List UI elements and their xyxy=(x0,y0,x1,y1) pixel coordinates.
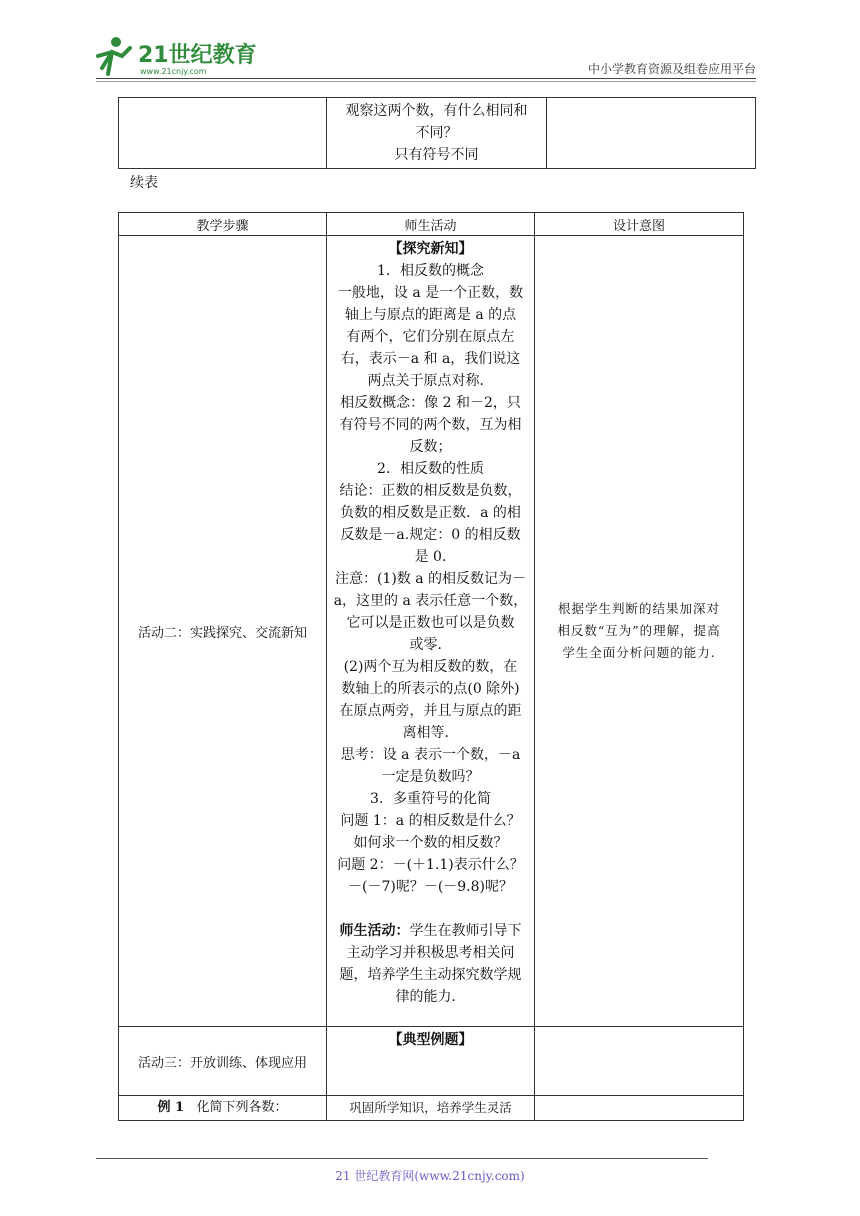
footer-rule xyxy=(96,1158,708,1159)
teacher-activity-label: 师生活动： xyxy=(339,923,410,939)
footer-text: 21 世纪教育网(www.21cnjy.com) xyxy=(335,1169,525,1183)
text-line: 负数的相反数是正数．a 的相 xyxy=(340,505,521,521)
text-line: 1．相反数的概念 xyxy=(377,263,484,279)
logo-text: 21世纪教育 xyxy=(138,43,257,68)
text-line: 3．多重符号的化简 xyxy=(370,791,491,807)
text-line: 一定是负数吗？ xyxy=(381,769,480,785)
text-line: 轴上与原点的距离是 a 的点 xyxy=(344,307,517,323)
text-line: 观察这两个数，有什么相同和 xyxy=(345,103,528,119)
header-design-intent: 设计意图 xyxy=(535,213,744,236)
empty-cell xyxy=(535,1096,744,1121)
text-line: 右，表示－a 和 a，我们说这 xyxy=(340,351,521,367)
empty-design-cell xyxy=(535,1027,744,1096)
header-rule-secondary xyxy=(96,81,756,82)
header-rule xyxy=(96,78,756,79)
text-line: 问题 2：－(＋1.1)表示什么？ xyxy=(337,857,524,873)
top-step-cell xyxy=(119,98,327,169)
text-line: 如何求一个数的相反数？ xyxy=(353,835,508,851)
logo-url: www.21cnjy.com xyxy=(140,67,207,76)
lesson-table xyxy=(118,212,744,1121)
text-line: 反数是－a.规定：0 的相反数 xyxy=(340,527,521,543)
text-line: －(－7)呢？－(－9.8)呢？ xyxy=(347,879,514,895)
text-line: 相反数“互为”的理解，提高 xyxy=(557,623,721,638)
text-line: 两点关于原点对称． xyxy=(367,373,494,389)
header-teaching-steps: 教学步骤 xyxy=(119,213,327,236)
text-line: 是 0. xyxy=(414,549,447,565)
text-line: 不同？ xyxy=(415,125,458,141)
text-line: 有符号不同的两个数，互为相 xyxy=(339,417,522,433)
top-table xyxy=(118,97,756,169)
example-design-cell: 巩固所学知识，培养学生灵活 xyxy=(327,1096,535,1121)
text-line: 题，培养学生主动探究数学规 xyxy=(339,967,522,983)
text-line: 一般地，设 a 是一个正数，数 xyxy=(337,285,524,301)
activity-cell xyxy=(327,236,535,1027)
page-header xyxy=(0,0,860,80)
text-line: 有两个，它们分别在原点左 xyxy=(346,329,515,345)
text-line: 它可以是正数也可以是负数 xyxy=(346,615,515,631)
top-design-cell xyxy=(547,98,756,169)
example-text: 化简下列各数： xyxy=(196,1100,288,1115)
text-line: 问题 1：a 的相反数是什么？ xyxy=(340,813,521,829)
text-line: 结论：正数的相反数是负数， xyxy=(339,483,522,499)
step-activity-two: 活动二：实践探究、交流新知 xyxy=(119,236,327,1027)
blank-line xyxy=(333,898,528,920)
step-activity-three: 活动三：开放训练、体现应用 xyxy=(119,1027,327,1096)
text-line: 离相等． xyxy=(402,725,459,741)
text-line: 学生全面分析问题的能力. xyxy=(562,645,716,660)
continued-label: 续表 xyxy=(130,175,158,191)
typical-examples-cell: 【典型例题】 xyxy=(327,1027,535,1096)
text-line: a，这里的 a 表示任意一个数， xyxy=(333,593,528,609)
text-line: 或零． xyxy=(409,637,452,653)
header-teacher-student-activity: 师生活动 xyxy=(327,213,535,236)
text-line: 数轴上的所表示的点(0 除外) xyxy=(341,681,520,697)
example-label: 例 1 xyxy=(157,1100,185,1115)
text-line: 反数； xyxy=(409,439,452,455)
design-intent-cell xyxy=(535,236,744,1027)
example-cell xyxy=(119,1096,327,1121)
top-activity-cell xyxy=(327,98,547,169)
text-line: (2)两个互为相反数的数，在 xyxy=(343,659,518,675)
text-line: 只有符号不同 xyxy=(394,147,479,163)
teacher-activity-paragraph xyxy=(333,920,528,942)
text-line: 学生在教师引导下 xyxy=(409,923,522,939)
text-line: 在原点两旁，并且与原点的距 xyxy=(339,703,522,719)
text-line: 根据学生判断的结果加深对 xyxy=(557,601,720,616)
text-line: 主动学习并积极思考相关问 xyxy=(346,945,515,961)
text-line: 2．相反数的性质 xyxy=(377,461,484,477)
text-line: 注意：(1)数 a 的相反数记为－ xyxy=(334,571,527,587)
text-line: 相反数概念：像 2 和－2，只 xyxy=(340,395,521,411)
text-line: 思考：设 a 表示一个数，－a xyxy=(340,747,521,763)
text-line: 【探究新知】 xyxy=(388,241,473,257)
text-line: 律的能力． xyxy=(395,989,466,1005)
platform-name: 中小学教育资源及组卷应用平台 xyxy=(587,62,756,76)
logo-21cnjy-icon xyxy=(94,34,264,78)
